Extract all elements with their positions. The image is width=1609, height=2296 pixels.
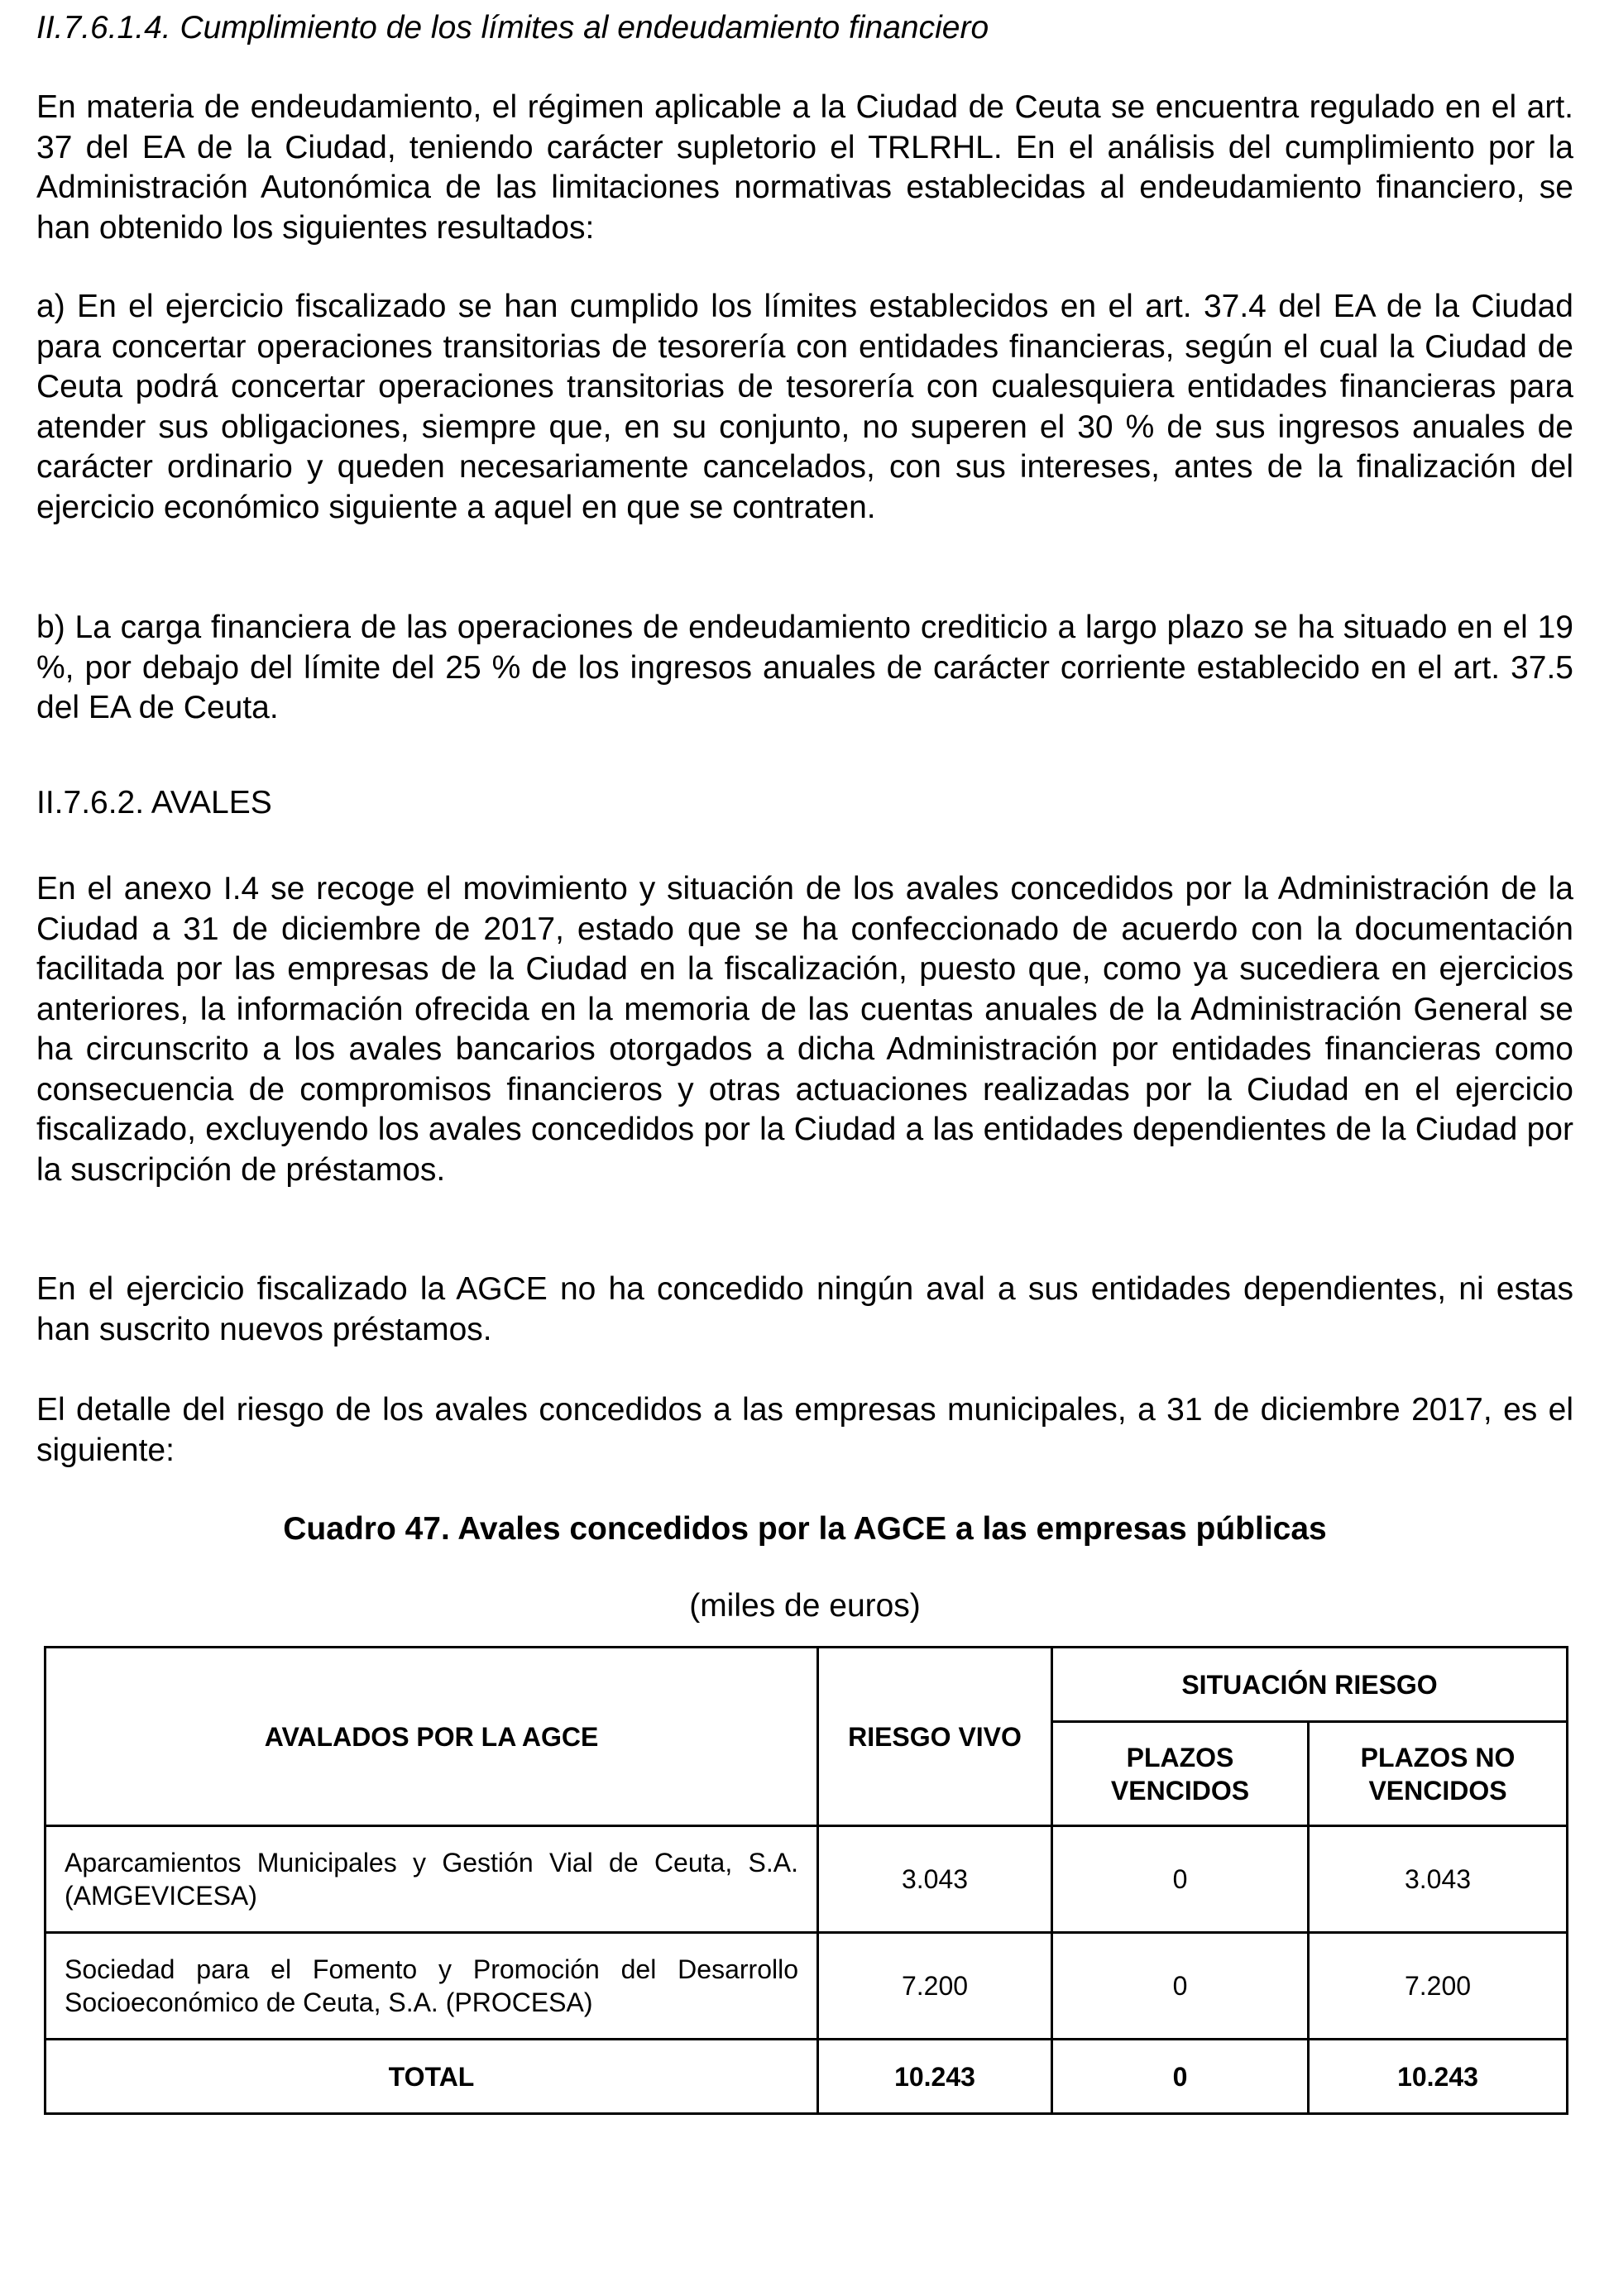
table-total-row [45,2040,1568,2114]
row-riesgo-vivo: 7.200 [818,1933,1052,2040]
paragraph-detalle: El detalle del riesgo de los avales concedidos a las empresas municipales, a 31 de diciembre 2017, es el siguiente: [36,1392,1573,1468]
header-avalados: AVALADOS POR LA AGCE [45,1648,818,1826]
header-plazos-no-vencidos: PLAZOS NO VENCIDOS [1309,1722,1568,1826]
row-plazos-vencidos: 0 [1052,1826,1309,1933]
header-situacion-riesgo: SITUACIÓN RIESGO [1052,1648,1568,1722]
header-riesgo-vivo: RIESGO VIVO [818,1648,1052,1826]
avales-table [44,1646,1568,2115]
table-units: (miles de euros) [689,1588,921,1624]
row-riesgo-vivo: 3.043 [818,1826,1052,1933]
table-row [45,1826,1568,1933]
section-heading-avales: II.7.6.2. AVALES [36,785,272,820]
section-heading: II.7.6.1.4. Cumplimiento de los límites al endeudamiento financiero [36,10,989,45]
total-plazos-vencidos: 0 [1052,2040,1309,2114]
total-label: TOTAL [45,2040,818,2114]
paragraph-anexo: En el anexo I.4 se recoge el movimiento y situación de los avales concedidos por la Administración de la Ciudad a 31 de diciembre de 2017, estado que se ha confeccionado de acuerdo con la documentación facilitada por las empresas de la Ciudad en la fiscalización, puesto que, como ya sucediera en ejercicios anteriores, la información ofrecida en la memoria de las cuentas anuales de la Administración General se ha circunscrito a los avales bancarios otorgados a dicha Administración por entidades financieras como consecuencia de compromisos financieros y otras actuaciones realizadas por la Ciudad en el ejercicio fiscalizado, excluyendo los avales concedidos por la Ciudad a las entidades dependientes de la Ciudad por la suscripción de préstamos. [36,871,1573,1188]
table-header-row [45,1648,1568,1722]
paragraph-intro: En materia de endeudamiento, el régimen aplicable a la Ciudad de Ceuta se encuentra regulado en el art. 37 del EA de la Ciudad, teniendo carácter supletorio el TRLRHL. En el análisis del cumplimiento por la Administración Autonómica de las limitaciones normativas establecidas al endeudamiento financiero, se han obtenido los siguientes resultados: [36,89,1573,246]
paragraph-point-a: a) En el ejercicio fiscalizado se han cumplido los límites establecidos en el art. 37.4 del EA de la Ciudad para concertar operaciones transitorias de tesorería con entidades financieras, según el cual la Ciudad de Ceuta podrá concertar operaciones transitorias de tesorería con cualesquiera entidades financieras para atender sus obligaciones, siempre que, en su conjunto, no superen el 30 % de sus ingresos anuales de carácter ordinario y queden necesariamente cancelados, con sus intereses, antes de la finalización del ejercicio económico siguiente a aquel en que se contraten. [36,289,1573,525]
total-plazos-no-vencidos: 10.243 [1309,2040,1568,2114]
row-plazos-no-vencidos: 7.200 [1309,1933,1568,2040]
row-plazos-vencidos: 0 [1052,1933,1309,2040]
paragraph-point-b: b) La carga financiera de las operaciones de endeudamiento crediticio a largo plazo se ha situado en el 19 %, por debajo del límite del 25 % de los ingresos anuales de carácter corriente establecido en el art. 37.5 del EA de Ceuta. [36,610,1573,725]
header-plazos-vencidos: PLAZOS VENCIDOS [1052,1722,1309,1826]
row-entity: Sociedad para el Fomento y Promoción del Desarrollo Socioeconómico de Ceuta, S.A. (PROCESA) [45,1933,818,2040]
paragraph-agce: En el ejercicio fiscalizado la AGCE no ha concedido ningún aval a sus entidades dependientes, ni estas han suscrito nuevos préstamos. [36,1271,1573,1347]
total-riesgo-vivo: 10.243 [818,2040,1052,2114]
row-plazos-no-vencidos: 3.043 [1309,1826,1568,1933]
table-caption: Cuadro 47. Avales concedidos por la AGCE a las empresas públicas [283,1511,1327,1547]
table-row [45,1933,1568,2040]
row-entity: Aparcamientos Municipales y Gestión Vial de Ceuta, S.A. (AMGEVICESA) [45,1826,818,1933]
